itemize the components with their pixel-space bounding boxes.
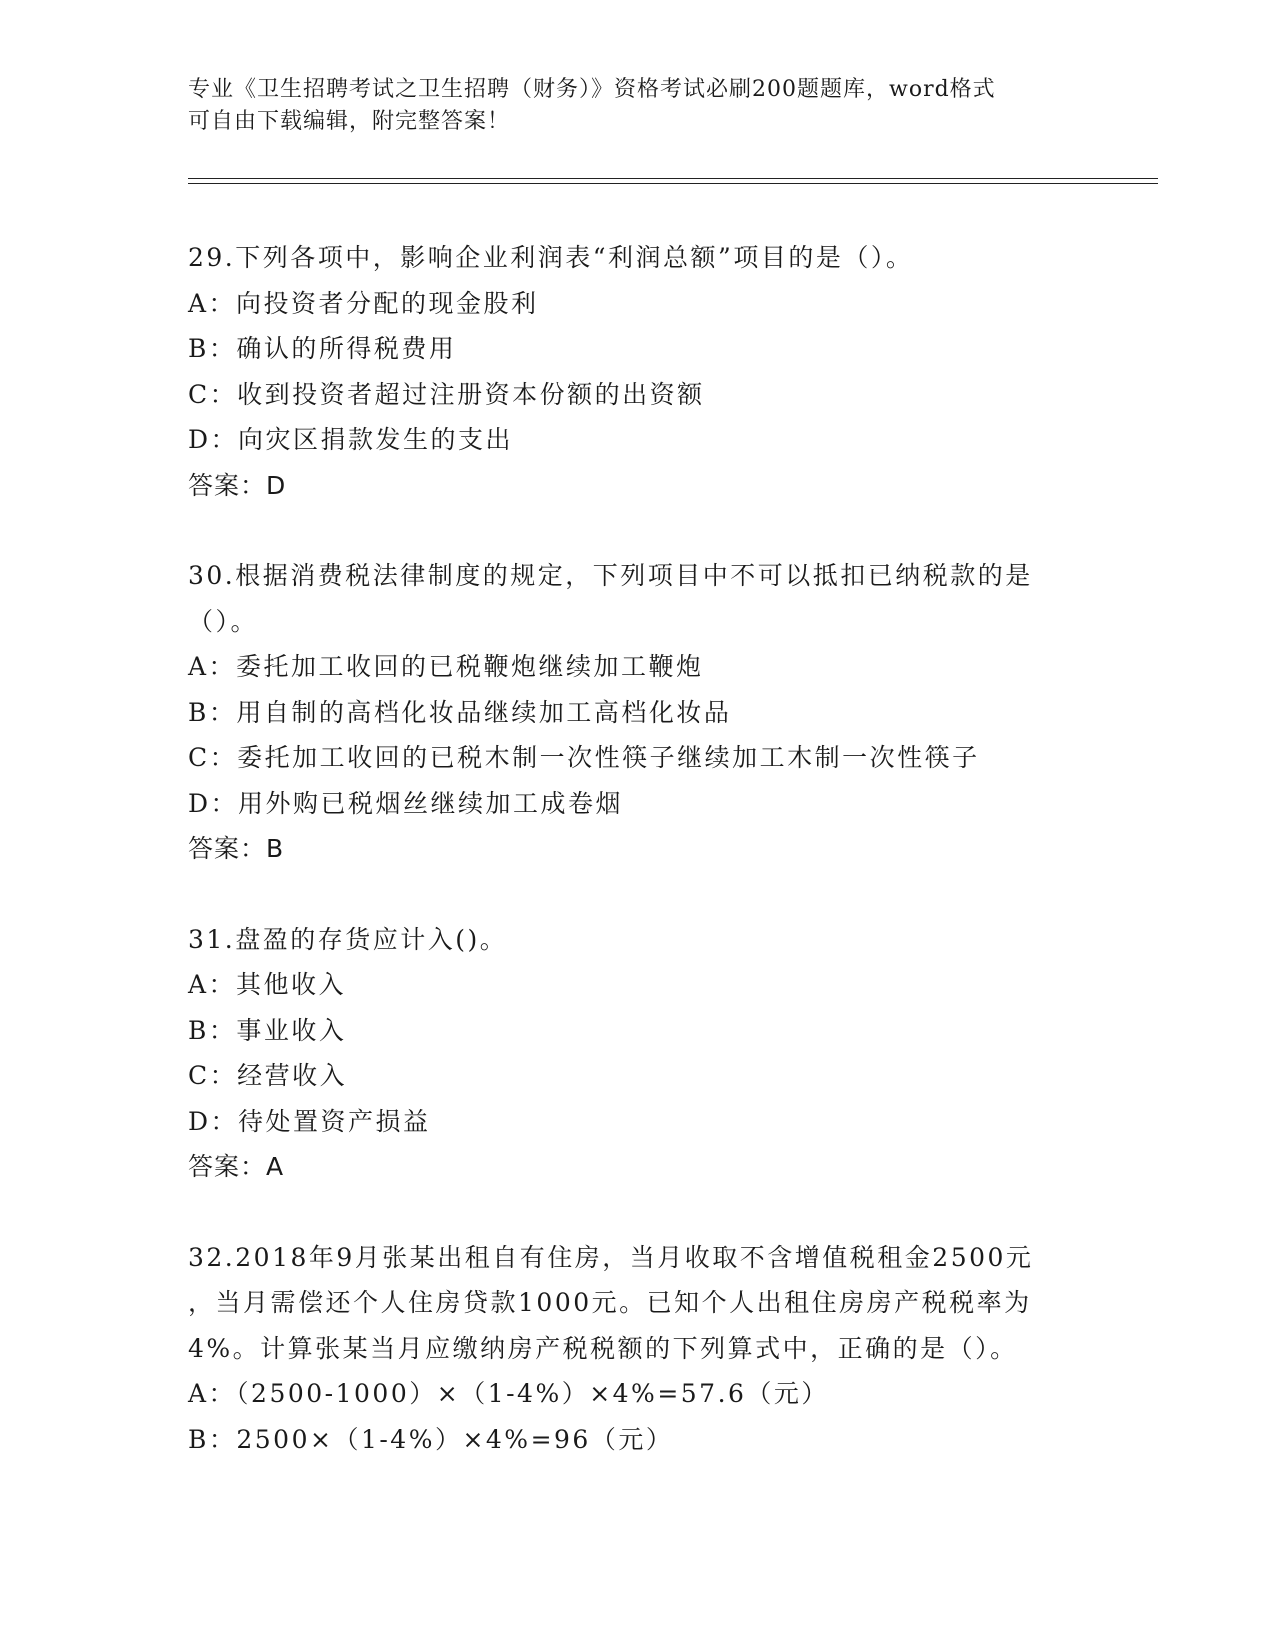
option-c: C：收到投资者超过注册资本份额的出资额 — [188, 379, 705, 409]
header-divider-bottom — [188, 183, 1158, 184]
header-divider-top — [188, 178, 1158, 179]
option-a: A：（2500-1000）×（1-4%）×4%=57.6（元） — [188, 1379, 829, 1408]
option-c: C：经营收入 — [188, 1061, 348, 1090]
question-text: 31.盘盈的存货应计入()。 — [188, 924, 508, 954]
option-c: C：委托加工收回的已税木制一次性筷子继续加工木制一次性筷子 — [188, 743, 980, 772]
option-a: A：向投资者分配的现金股利 — [188, 288, 539, 318]
answer: 答案：A — [188, 1152, 285, 1181]
option-a: A：委托加工收回的已税鞭炮继续加工鞭炮 — [188, 652, 704, 681]
answer: 答案：B — [188, 834, 285, 863]
option-b: B：用自制的高档化妆品继续加工高档化妆品 — [188, 697, 732, 727]
question-text-continued: ，当月需偿还个人住房贷款1000元。已知个人出租住房房产税税率为 — [188, 1288, 1032, 1317]
question-32 — [188, 1235, 1088, 1463]
question-text: 30.根据消费税法律制度的规定，下列项目中不可以抵扣已纳税款的是 — [188, 561, 1033, 590]
header-line-1: 专业《卫生招聘考试之卫生招聘（财务）》资格考试必刷200题题库，word格式 — [188, 77, 996, 102]
option-b: B：确认的所得税费用 — [188, 334, 457, 363]
option-b: B：2500×（1-4%）×4%=96（元） — [188, 1424, 674, 1454]
question-29 — [188, 235, 1088, 508]
option-d: D：向灾区捐款发生的支出 — [188, 425, 514, 454]
header-line-2: 可自由下载编辑，附完整答案！ — [188, 109, 511, 134]
document-header — [188, 74, 1088, 138]
question-list — [188, 235, 1088, 1462]
question-text-continued: 4%。计算张某当月应缴纳房产税税额的下列算式中，正确的是（）。 — [188, 1333, 1018, 1363]
question-31 — [188, 917, 1088, 1190]
question-text: 29.下列各项中，影响企业利润表“利润总额”项目的是（）。 — [188, 243, 914, 272]
option-a: A：其他收入 — [188, 970, 347, 999]
question-text-continued: （）。 — [188, 606, 259, 636]
question-30 — [188, 553, 1088, 872]
option-d: D：待处置资产损益 — [188, 1106, 431, 1136]
option-b: B：事业收入 — [188, 1015, 347, 1045]
answer: 答案：D — [188, 470, 287, 500]
question-text: 32.2018年9月张某出租自有住房，当月收取不含增值税租金2500元 — [188, 1242, 1034, 1272]
option-d: D：用外购已税烟丝继续加工成卷烟 — [188, 788, 624, 818]
